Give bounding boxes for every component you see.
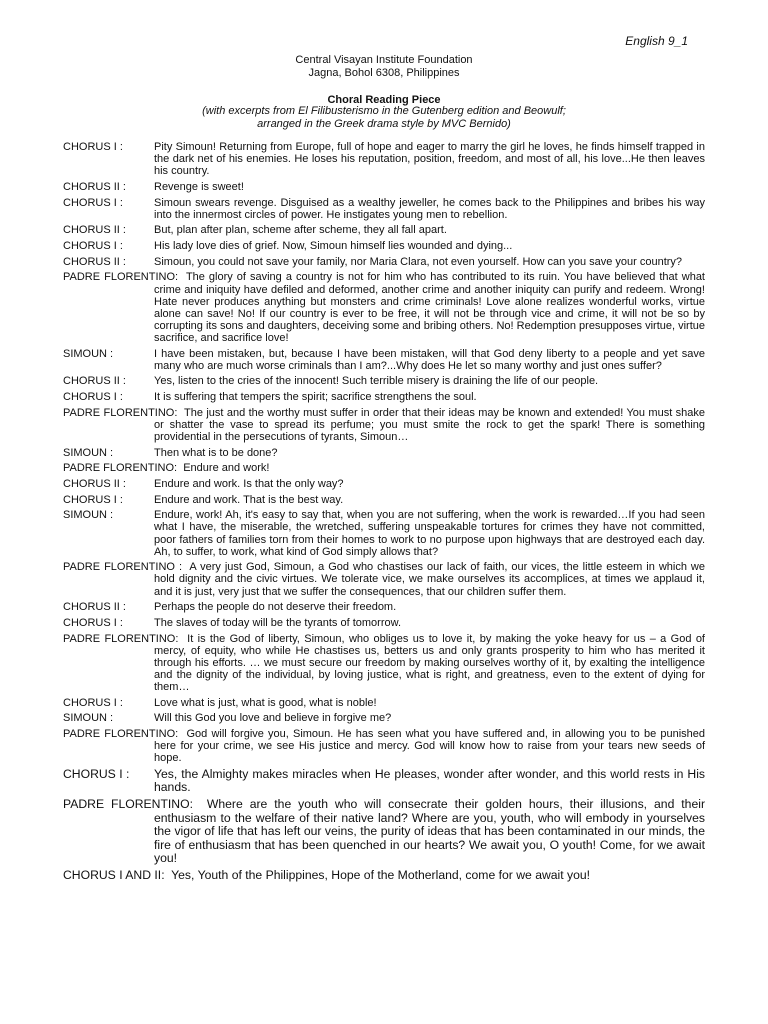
dialogue-text: Revenge is sweet! bbox=[154, 180, 244, 193]
subtitle-line-2: arranged in the Greek drama style by MVC Bernido) bbox=[257, 117, 511, 130]
dialogue-text-block bbox=[63, 632, 705, 693]
dialogue-text: But, plan after plan, scheme after scheme, they all fall apart. bbox=[154, 224, 447, 237]
script-line bbox=[63, 697, 705, 709]
dialogue-text: I have been mistaken, but, because I have been mistaken, will that God deny liberty to a people and yet save many who are much worse criminals than I am?...Why does He let so many worthy and just ones suffer? bbox=[154, 347, 705, 372]
dialogue-text: Yes, the Almighty makes miracles when He pleases, wonder after wonder, and this world rests in His hands. bbox=[154, 766, 705, 795]
dialogue-text-block bbox=[63, 728, 705, 765]
dialogue-text-block bbox=[63, 462, 705, 475]
speaker-label: CHORUS II : bbox=[63, 601, 126, 614]
speaker-label: SIMOUN : bbox=[63, 347, 114, 360]
speaker-label: CHORUS II : bbox=[63, 375, 126, 388]
script-line bbox=[63, 181, 705, 193]
piece-subtitle bbox=[0, 105, 768, 130]
speaker-label: CHORUS I : bbox=[63, 141, 123, 153]
dialogue-text: Where are the youth who will consecrate their golden hours, their illusions, and their enthusiasm to the welfare of their native land? Where are you, youth, who will embody in yourselves the vigor of life that has left our veins, the purity of ideas that has been contaminated in our minds, the fire of enthusiasm that has been quenched in our hearts? We await you, O youth! Come, for we await you! bbox=[154, 797, 706, 865]
speaker-label: PADRE FLORENTINO: bbox=[63, 406, 178, 419]
speaker-label: SIMOUN : bbox=[63, 509, 114, 522]
script-line bbox=[63, 494, 705, 506]
speaker-label: PADRE FLORENTINO: bbox=[63, 462, 178, 475]
dialogue-text: Endure and work! bbox=[183, 462, 270, 475]
document-header bbox=[0, 54, 768, 80]
dialogue-text: Pity Simoun! Returning from Europe, full of hope and eager to marry the girl he loves, he finds himself trapped in the dark net of his enemies. He loses his reputation, position, freedom, and most of all, his love...He then leaves his country. bbox=[154, 141, 705, 178]
script-line bbox=[63, 141, 705, 177]
dialogue-text-block bbox=[63, 271, 705, 344]
dialogue-text: His lady love dies of grief. Now, Simoun himself lies wounded and dying... bbox=[154, 240, 513, 253]
dialogue-text: The glory of saving a country is not for him who has contributed to its ruin. You have believed that what crime and iniquity have defiled and deformed, another crime and another iniquity can purify and redeem. Wrong! Hate never produces anything but monsters and crime criminals! Love alone realizes wonderful works, virtue alone can save! No! If our country is ever to be free, it will not be through vice and crime, it will not be so by corrupting its sons and daughters, deceiving some and bribing others. No! Redemption presupposes virtue, virtue sacrifice, and sacrifice love! bbox=[154, 271, 705, 344]
institution-address: Jagna, Bohol 6308, Philippines bbox=[308, 67, 460, 79]
speaker-label: CHORUS II : bbox=[63, 255, 126, 268]
dialogue-text: The just and the worthy must suffer in order that their ideas may be known and extended! You must shake or shatter the vase to spread its perfume; you must smite the rock to get the spark! There is something providential in the persecutions of tyrants, Simoun… bbox=[154, 406, 705, 443]
script-line bbox=[63, 869, 705, 882]
speaker-label: CHORUS I : bbox=[63, 196, 123, 209]
speaker-label: SIMOUN : bbox=[63, 712, 114, 725]
script-line bbox=[63, 633, 705, 693]
dialogue-text: Yes, listen to the cries of the innocent! Such terrible misery is draining the life of our people. bbox=[154, 375, 599, 388]
institution-name: Central Visayan Institute Foundation bbox=[295, 54, 473, 66]
script-line bbox=[63, 728, 705, 764]
piece-title: Choral Reading Piece bbox=[327, 94, 441, 106]
script-line bbox=[63, 601, 705, 613]
speaker-label: PADRE FLORENTINO: bbox=[63, 271, 179, 284]
speaker-label: CHORUS I : bbox=[63, 240, 123, 253]
speaker-label: PADRE FLORENTINO: bbox=[63, 632, 179, 645]
dialogue-text-block bbox=[63, 561, 705, 598]
speaker-label: CHORUS I : bbox=[63, 493, 123, 506]
speaker-label: CHORUS I : bbox=[63, 766, 130, 781]
script-line bbox=[63, 375, 705, 387]
script-line bbox=[63, 617, 705, 629]
subtitle-line-1: (with excerpts from El Filibusterismo in the Gutenberg edition and Beowulf; bbox=[202, 105, 566, 117]
dialogue-text-block bbox=[63, 797, 706, 865]
script-line bbox=[63, 240, 705, 252]
dialogue-text: Simoun swears revenge. Disguised as a wealthy jeweller, he comes back to the Philippines and bribes his way into the innermost circles of power. He instigates young men to rebellion. bbox=[154, 196, 705, 221]
speaker-label: CHORUS I : bbox=[63, 616, 123, 629]
dialogue-text: Simoun, you could not save your family, nor Maria Clara, not even yourself. How can you save your country? bbox=[154, 255, 683, 268]
speaker-label: PADRE FLORENTINO: bbox=[63, 797, 193, 812]
dialogue-text: Endure, work! Ah, it's easy to say that, when you are not suffering, when the work is rewarded…If you had seen what I have, the miserable, the wretched, suffering unspeakable tortures for crimes they have not committed, poor fathers of families torn from their homes to work to no purpose upon highways that are destroyed each day. Ah, to suffer, to work, what kind of God simply allows that? bbox=[154, 509, 705, 558]
script-line bbox=[63, 407, 705, 443]
speaker-label: PADRE FLORENTINO : bbox=[63, 561, 182, 574]
dialogue-text: Endure and work. Is that the only way? bbox=[154, 477, 344, 490]
dialogue-text: Endure and work. That is the best way. bbox=[154, 493, 344, 506]
dialogue-text-block bbox=[63, 867, 705, 882]
speaker-label: CHORUS I : bbox=[63, 696, 123, 709]
dialogue-text: Will this God you love and believe in forgive me? bbox=[154, 712, 392, 725]
dialogue-text: It is suffering that tempers the spirit; sacrifice strengthens the soul. bbox=[154, 391, 477, 404]
script-line bbox=[63, 447, 705, 459]
dialogue-text-block bbox=[63, 406, 705, 443]
dialogue-text: Then what is to be done? bbox=[154, 446, 278, 459]
speaker-label: PADRE FLORENTINO: bbox=[63, 728, 179, 740]
script-line bbox=[63, 391, 705, 403]
speaker-label: CHORUS I AND II: bbox=[63, 867, 165, 882]
script-line bbox=[63, 256, 705, 268]
dialogue-text: It is the God of liberty, Simoun, who obliges us to love it, by making the yoke heavy for us – a God of mercy, of equity, who while He chastises us, betters us and only grants prosperity to him who has merited it through his efforts. … we must secure our freedom by making ourselves worthy of it, by exalting the intelligence and the dignity of the individual, by loving justice, what is right, and greatness, even to the extent of dying for them… bbox=[154, 632, 705, 693]
speaker-label: SIMOUN : bbox=[63, 446, 114, 459]
script-line bbox=[63, 798, 705, 865]
speaker-label: CHORUS II : bbox=[63, 477, 126, 490]
script-line bbox=[63, 478, 705, 490]
script-line bbox=[63, 348, 705, 372]
course-code: English 9_1 bbox=[625, 34, 688, 48]
speaker-label: CHORUS II : bbox=[63, 180, 126, 193]
script-line bbox=[63, 768, 705, 795]
script-line bbox=[63, 561, 705, 597]
script-line bbox=[63, 462, 705, 474]
dialogue-text: Yes, Youth of the Philippines, Hope of the Motherland, come for we await you! bbox=[171, 867, 591, 882]
script-line bbox=[63, 712, 705, 724]
dialogue-text: A very just God, Simoun, a God who chastises our lack of faith, our vices, the little esteem in which we hold dignity and the civic virtues. We tolerate vice, we make ourselves its accomplices, at times we applaud it, and it is just, very just that we suffer the consequences, that our children suffer them. bbox=[154, 561, 705, 598]
speaker-label: CHORUS I : bbox=[63, 391, 123, 404]
dialogue-text: Love what is just, what is good, what is noble! bbox=[154, 696, 377, 709]
dialogue-text: Perhaps the people do not deserve their freedom. bbox=[154, 601, 397, 614]
dialogue-text: God will forgive you, Simoun. He has seen what you have suffered and, in allowing you to be punished here for your crime, we see His justice and mercy. God will know how to raise from your tears new seeds of hope. bbox=[154, 728, 705, 765]
script-line bbox=[63, 271, 705, 344]
speaker-label: CHORUS II : bbox=[63, 224, 126, 237]
script-line bbox=[63, 509, 705, 557]
script-line bbox=[63, 224, 705, 236]
script-body bbox=[63, 141, 705, 886]
dialogue-text: The slaves of today will be the tyrants of tomorrow. bbox=[154, 616, 402, 629]
script-line bbox=[63, 197, 705, 221]
